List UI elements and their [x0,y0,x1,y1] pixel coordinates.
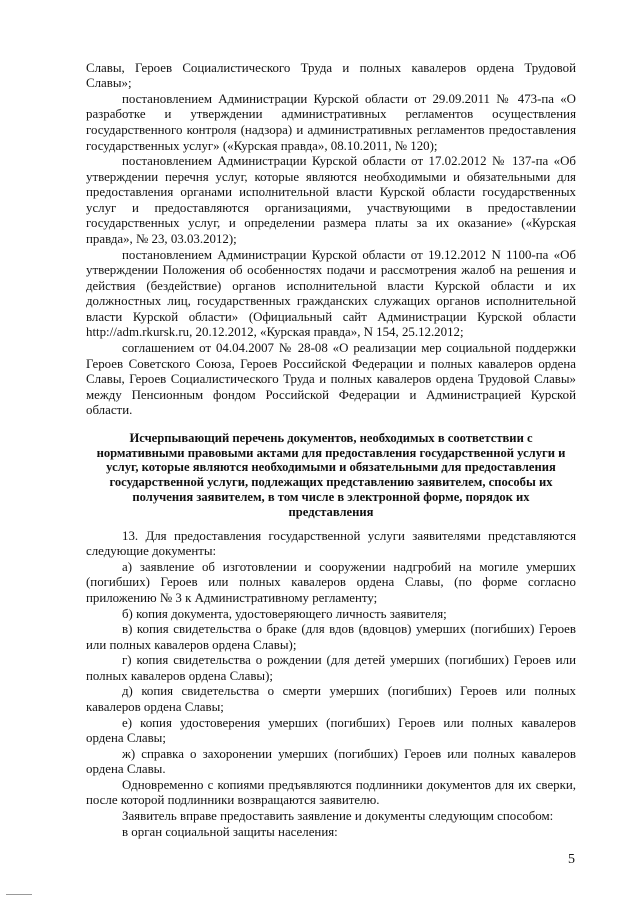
text-line: ордена Славы; [86,731,166,746]
text-line: е) копия удостоверения умерших (погибших) Героев или полных кавалеров [122,715,576,730]
text-line: власти Курской области» (Официальный сайт Администрации Курской области [86,309,576,324]
text-line: постановлением Администрации Курской области от 19.12.2012 N 1100-па «Об [122,247,576,262]
text-line: http://adm.rkursk.ru, 20.12.2012, «Курская правда», N 154, 25.12.2012; [86,325,464,340]
heading-line: государственной услуги, подлежащих представлению заявителем, способы их [109,475,553,490]
text-line: ж) справка о захоронении умерших (погибших) Героев или полных кавалеров [122,746,576,761]
text-line: Одновременно с копиями предъявляются подлинники документов для их сверки, [122,777,576,792]
text-line: д) копия свидетельства о смерти умерших (погибших) Героев или полных [122,684,576,699]
text-line: 13. Для предоставления государственной услуги заявителями представляются [122,528,576,543]
text-line: следующие документы: [86,544,217,559]
text-line: области. [86,403,133,418]
text-line: утверждении перечня услуг, которые являются необходимыми и обязательными для [86,169,576,184]
heading-line: представления [288,504,374,519]
text-line: Славы»; [86,76,132,91]
text-line: постановлением Администрации Курской области от 17.02.2012 № 137-па «Об [122,154,576,169]
text-line: государственных услуг» («Курская правда», 08.10.2011, № 120); [86,138,438,153]
text-line: действия (бездействие) органов исполнительной власти Курской области и их [86,278,576,293]
text-line: приложению № 3 к Административному регламенту; [86,591,378,605]
text-line: или полных кавалеров ордена Славы); [86,637,297,652]
heading-line: услуг, которые являются необходимыми и обязательными для предоставления [106,460,556,475]
text-line: между Пенсионным фондом Российской Федерации и Администрацией Курской [86,387,576,402]
text-line: а) заявление об изготовлении и сооружении надгробий на могиле умерших [122,559,576,574]
text-line: б) копия документа, удостоверяющего личность заявителя; [122,606,447,621]
scan-mark [6,894,32,895]
text-line: (погибших) Героев или полных кавалеров ордена Славы, (по форме согласно [86,575,576,590]
text-line: Заявитель вправе предоставить заявление и документы следующим способом: [122,809,554,824]
heading-line: нормативными правовыми актами для предоставления государственной услуги и [96,445,566,460]
text-line: кавалеров ордена Славы; [86,699,224,714]
text-line: правда», № 23, 03.03.2012); [86,232,237,247]
heading-line: получения заявителем, в том числе в электронной форме, порядок их [132,489,530,504]
text-line: предоставления органами исполнительной власти Курской области государственных [86,185,576,200]
text-line: г) копия свидетельства о рождении (для детей умерших (погибших) Героев или [122,653,576,668]
text-line: в) копия свидетельства о браке (для вдов (вдовцов) умерших (погибших) Героев [122,622,576,637]
text-line: утверждении Положения об особенностях подачи и рассмотрения жалоб на решения и [86,263,576,278]
heading-line: Исчерпывающий перечень документов, необходимых в соответствии с [129,430,533,445]
text-line: Героев Советского Союза, Героев Российской Федерации и полных кавалеров ордена [86,356,576,371]
text-line: должностных лиц, государственных гражданских служащих органов исполнительной [86,294,576,309]
text-line: ордена Славы. [86,762,166,777]
text-line: государственных услуг, и определении размера платы за их оказание» («Курская [86,216,576,231]
text-line: после которой подлинники возвращаются заявителю. [86,793,380,808]
text-line: в орган социальной защиты населения: [122,824,338,839]
text-line: Славы, Героев Социалистического Труда и полных кавалеров ордена Трудовой [86,60,576,75]
text-line: разработке и утверждении административных регламентов осуществления [86,107,576,122]
text-line: полных кавалеров ордена Славы); [86,668,273,683]
text-line: государственного контроля (надзора) и административных регламентов предоставления [86,123,576,138]
text-line: постановлением Администрации Курской области от 29.09.2011 № 473-па «О [122,91,576,106]
text-line: Славы, Героев Социалистического Труда и полных кавалеров ордена Трудовой Славы» [86,372,576,387]
text-line: услуг и предоставляются организациями, участвующими в предоставлении [86,200,576,215]
page-number: 5 [568,852,575,867]
text-line: соглашением от 04.04.2007 № 28-08 «О реализации мер социальной поддержки [122,341,576,356]
